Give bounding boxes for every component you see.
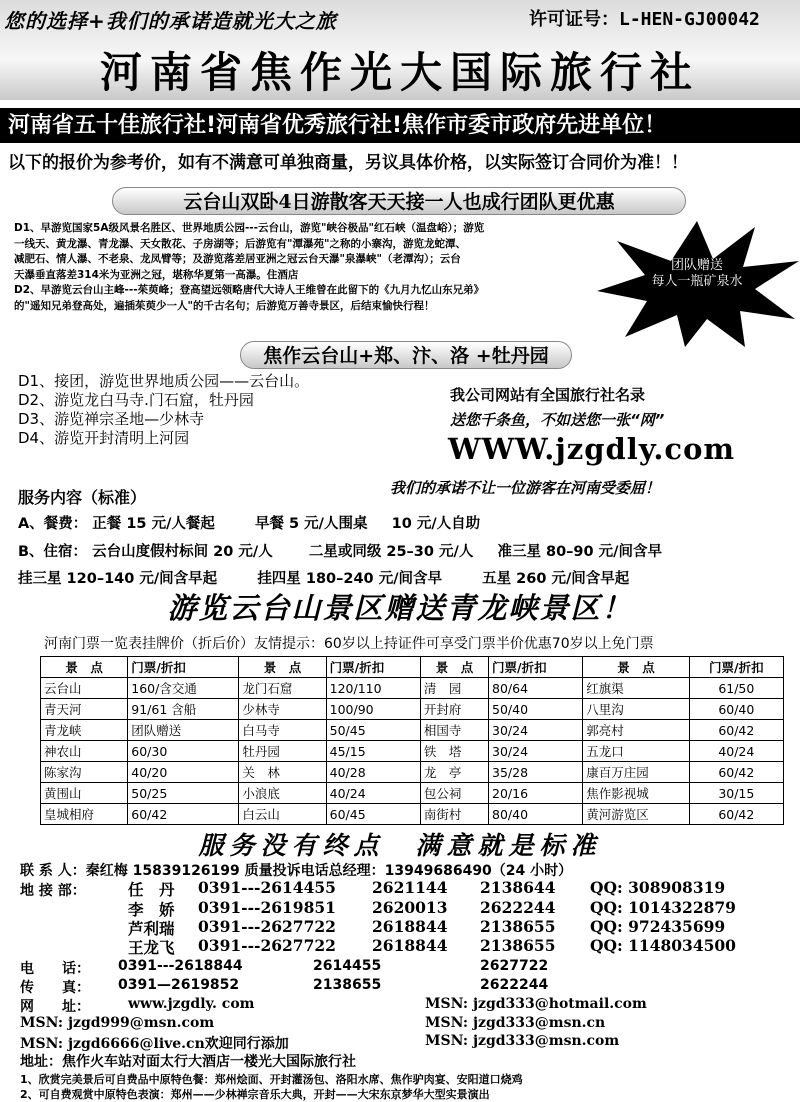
reception-phone-alt: 2138655 [480, 936, 556, 955]
tel-label: 电 话： [20, 961, 90, 977]
itinerary-line: 减肥石、情人瀑、不老泉、龙凤臂等；及游览落差居亚洲之冠云台天瀑"泉瀑峡"（老潭沟）；云台 [14, 253, 461, 265]
stay-price: 五星 260 元/间含早起 [482, 571, 630, 587]
table-cell: 清 园 [420, 678, 488, 699]
msn-contact: MSN: jzgd333@msn.com [425, 1033, 620, 1049]
website-link[interactable]: WWW.jzgdly.com [448, 432, 736, 466]
reception-phone-alt: 2618844 [372, 917, 448, 936]
table-cell: 黄围山 [41, 783, 128, 804]
reception-name: 王龙飞 [128, 938, 175, 957]
table-cell: 50/25 [128, 783, 239, 804]
table-cell: 60/30 [128, 741, 239, 762]
reception-name: 芦利瑞 [128, 919, 175, 938]
table-cell: 40/28 [326, 762, 420, 783]
table-cell: 五龙口 [583, 741, 689, 762]
table-cell: 黄河游览区 [583, 804, 689, 825]
column-header: 景 点 [239, 657, 326, 678]
column-header: 门票/折扣 [326, 657, 420, 678]
reception-phone-alt: 2620013 [372, 898, 448, 917]
reception-label: 地 接 部： [20, 883, 86, 899]
table-cell: 八里沟 [583, 699, 689, 720]
table-cell: 50/40 [489, 699, 583, 720]
license-number: 许可证号：L-HEN-GJ00042 [529, 9, 760, 30]
table-cell: 35/28 [489, 762, 583, 783]
stay-price: 二星或同级 25–30 元/人 [308, 544, 474, 560]
fax-number: 2138655 [313, 977, 382, 993]
meal-label: A、餐费： [18, 516, 88, 532]
table-row [41, 699, 784, 720]
promise-text: 我们的承诺不让一位游客在河南受委屈！ [390, 479, 661, 497]
table-cell: 100/90 [326, 699, 420, 720]
table-header-row [41, 657, 784, 678]
table-cell: 团队赠送 [128, 720, 239, 741]
stay-price: 挂三星 120–140 元/间含早起 [18, 571, 218, 587]
table-cell: 神农山 [41, 741, 128, 762]
table-cell: 铁 塔 [420, 741, 488, 762]
table-cell: 龙门石窟 [239, 678, 326, 699]
reception-phone: 0391---2627722 [198, 917, 336, 936]
column-header: 景 点 [583, 657, 689, 678]
table-cell: 白马寺 [239, 720, 326, 741]
table-cell: 包公祠 [420, 783, 488, 804]
itinerary-line: 天瀑垂直落差314米为亚洲之冠，堪称华夏第一高瀑。住酒店 [14, 268, 299, 281]
stay-price: 挂四星 180–240 元/间含早 [257, 571, 442, 587]
table-cell: 相国寺 [420, 720, 488, 741]
table-cell: 61/50 [689, 678, 783, 699]
table-cell: 30/15 [689, 783, 783, 804]
column-header: 门票/折扣 [489, 657, 583, 678]
table-row [41, 741, 784, 762]
stay-line-2 [18, 567, 629, 588]
column-header: 门票/折扣 [128, 657, 239, 678]
table-cell: 青龙峡 [41, 720, 128, 741]
reception-name: 李 娇 [128, 900, 175, 919]
table-row [41, 720, 784, 741]
table-cell: 60/40 [689, 699, 783, 720]
tour2-day: D3、游览禅宗圣地—少林寺 [18, 410, 205, 428]
tour1-itinerary [14, 221, 612, 314]
itinerary-line: 一线天、黄龙瀑、青龙瀑、天女散花、子房湖等；后游览有"潭瀑苑"之称的小寨沟，游览龙蛇潭、 [14, 237, 466, 250]
table-row [41, 762, 784, 783]
tour2-day: D1、接团，游览世界地质公园——云台山。 [18, 372, 310, 390]
table-cell: 30/24 [489, 741, 583, 762]
table-cell: 60/42 [689, 804, 783, 825]
reception-phone: 0391---2614455 [198, 878, 336, 897]
reception-name: 任 丹 [128, 880, 175, 899]
gift-text [612, 258, 782, 290]
itinerary-line: D2、早游览云台山主峰---茱萸峰；登高望远领略唐代大诗人王维曾在此留下的《九月九忆山东兄弟》 [14, 284, 485, 296]
table-cell: 60/42 [689, 762, 783, 783]
table-cell: 20/16 [489, 783, 583, 804]
reception-phone: 0391---2619851 [198, 898, 336, 917]
table-cell: 60/42 [689, 720, 783, 741]
tel-number: 2614455 [313, 958, 382, 974]
meal-line [18, 512, 480, 533]
service-heading: 服务内容（标准） [18, 488, 147, 507]
reception-phone-alt: 2618844 [372, 936, 448, 955]
table-cell: 50/45 [326, 720, 420, 741]
meal-price: 早餐 5 元/人围桌 [255, 516, 368, 532]
table-cell: 龙 亭 [420, 762, 488, 783]
table-cell: 少林寺 [239, 699, 326, 720]
table-cell: 91/61 含船 [128, 699, 239, 720]
ticket-table [40, 656, 784, 825]
table-cell: 小浪底 [239, 783, 326, 804]
ticket-table-title: 河南门票一览表挂牌价（折后价）友情提示：60岁以上持证件可享受门票半价优惠70岁以上免门票 [44, 636, 654, 652]
table-cell: 白云山 [239, 804, 326, 825]
table-cell: 焦作影视城 [583, 783, 689, 804]
table-cell: 关 林 [239, 762, 326, 783]
table-cell: 30/24 [489, 720, 583, 741]
contact-person: 联 系 人：秦红梅 15839126199 质量投诉电话总经理：13949686490（24 小时） [20, 863, 573, 879]
fax-number: 2622244 [480, 977, 549, 993]
table-cell: 陈家沟 [41, 762, 128, 783]
net-slogan: 送您千条鱼，不如送您一张“网” [450, 411, 665, 429]
table-cell: 60/45 [326, 804, 420, 825]
tel-number: 2627722 [480, 958, 549, 974]
table-cell: 皇城相府 [41, 804, 128, 825]
table-cell: 60/42 [128, 804, 239, 825]
show-note: 2、可自费观赏中原特色表演：郑州——少林禅宗音乐大典，开封——大宋东京梦华大型实景演出 [20, 1088, 490, 1101]
service-motto: 服务没有终点 满意就是标准 [198, 831, 602, 860]
directory-promo: 我公司网站有全国旅行社名录 [450, 386, 646, 404]
food-note: 1、欣赏完美景后可自费品中原特色餐：郑州烩面、开封灌汤包、洛阳水席、焦作驴肉宴、安阳道口烧鸡 [20, 1073, 523, 1086]
table-row [41, 678, 784, 699]
itinerary-line: 的"遥知兄弟登高处，遍插茱萸少一人"的千古名句；后游览万善寺景区，后结束愉快行程！ [14, 299, 435, 312]
reception-phone-alt: 2622244 [480, 898, 556, 917]
table-cell: 80/64 [489, 678, 583, 699]
table-cell: 40/24 [689, 741, 783, 762]
price-note: 以下的报价为参考价，如有不满意可单独商量，另议具体价格，以实际签订合同价为准！！ [8, 153, 688, 173]
column-header: 景 点 [41, 657, 128, 678]
gift-line-2: 每人一瓶矿泉水 [651, 274, 743, 289]
stay-price: 云台山度假村标间 20 元/人 [92, 544, 273, 560]
slogan: 您的选择+我们的承诺造就光大之旅 [4, 9, 337, 33]
reception-qq: QQ: 972435699 [590, 917, 726, 936]
table-cell: 160/含交通 [128, 678, 239, 699]
table-cell: 郭亮村 [583, 720, 689, 741]
gift-line-1: 团队赠送 [670, 258, 723, 273]
tour2-banner: 焦作云台山+郑、汴、洛 +牡丹园 [240, 341, 572, 369]
msn-contact: MSN: jzgd6666@live.cn欢迎同行添加 [20, 1036, 289, 1052]
table-cell: 120/110 [326, 678, 420, 699]
reception-qq: QQ: 1014322879 [590, 898, 736, 917]
agency-name: 河南省焦作光大国际旅行社 [99, 48, 700, 97]
table-cell: 开封府 [420, 699, 488, 720]
table-cell: 红旗渠 [583, 678, 689, 699]
reception-phone-alt: 2138644 [480, 878, 556, 897]
web-address[interactable]: www.jzgdly. com [128, 996, 255, 1012]
table-cell: 云台山 [41, 678, 128, 699]
tour2-day: D2、游览龙白马寺.门石窟，牡丹园 [18, 391, 254, 409]
meal-price: 10 元/人自助 [391, 516, 481, 532]
reception-phone-alt: 2138655 [480, 917, 556, 936]
stay-price: 准三星 80–90 元/间含早 [497, 544, 662, 560]
meal-price: 正餐 15 元/人餐起 [92, 516, 215, 532]
honors-bar: 河南省五十佳旅行社!河南省优秀旅行社!焦作市委市政府先进单位！ [0, 108, 800, 143]
table-cell: 40/24 [326, 783, 420, 804]
tour2-day: D4、游览开封清明上河园 [18, 429, 190, 447]
table-cell: 青天河 [41, 699, 128, 720]
table-cell: 南街村 [420, 804, 488, 825]
msn-contact: MSN: jzgd999@msn.com [20, 1015, 215, 1031]
column-header: 景 点 [420, 657, 488, 678]
fax-number: 0391—2619852 [118, 977, 240, 993]
reception-qq: QQ: 308908319 [590, 878, 726, 897]
msn-contact: MSN: jzgd333@msn.cn [425, 1015, 606, 1031]
web-label: 网 址： [20, 999, 90, 1015]
address: 地址：焦作火车站对面太行大酒店一楼光大国际旅行社 [20, 1054, 356, 1070]
reception-phone: 0391---2627722 [198, 936, 336, 955]
msn-contact: MSN: jzgd333@hotmail.com [425, 996, 647, 1012]
free-scenic-promo: 游览云台山景区赠送青龙峡景区！ [167, 591, 633, 625]
table-cell: 45/15 [326, 741, 420, 762]
tour1-banner: 云台山双卧4日游散客天天接一人也成行团队更优惠 [112, 187, 686, 215]
column-header: 门票/折扣 [689, 657, 783, 678]
fax-label: 传 真： [20, 980, 90, 996]
tel-number: 0391---2618844 [118, 958, 243, 974]
table-row [41, 783, 784, 804]
table-row [41, 804, 784, 825]
stay-line [18, 540, 662, 561]
stay-label: B、住宿： [18, 544, 88, 560]
table-cell: 牡丹园 [239, 741, 326, 762]
tour2-itinerary [18, 372, 309, 448]
itinerary-line: D1、早游览国家5A级风景名胜区、世界地质公园---云台山，游览"峡谷极品"红石峡（温盘峪）；游览 [14, 222, 485, 234]
table-cell: 40/20 [128, 762, 239, 783]
table-cell: 80/40 [489, 804, 583, 825]
reception-phone-alt: 2621144 [372, 878, 448, 897]
reception-qq: QQ: 1148034500 [590, 936, 736, 955]
table-cell: 康百万庄园 [583, 762, 689, 783]
